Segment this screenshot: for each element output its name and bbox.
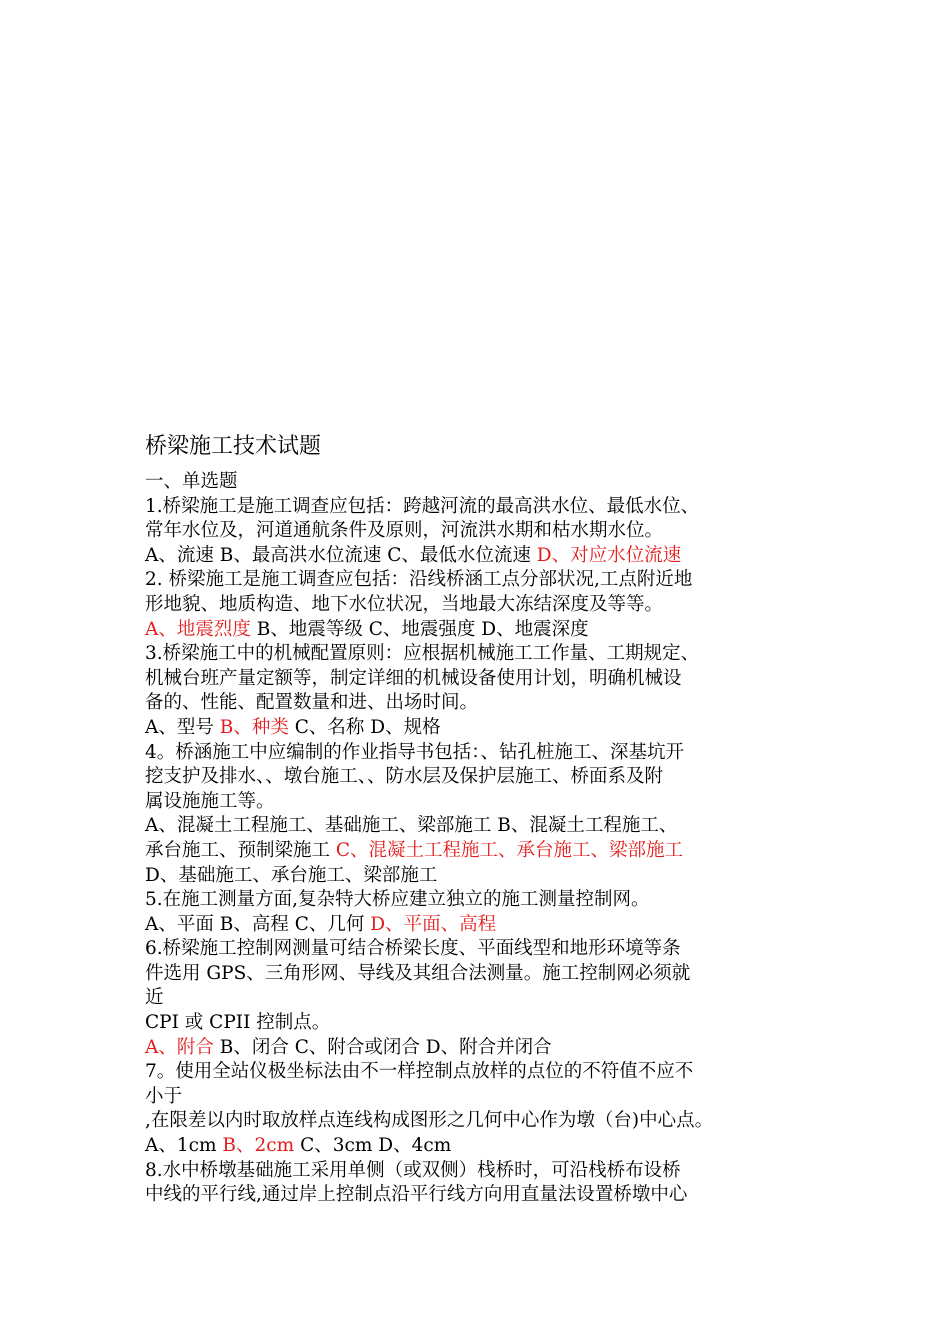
- line-text: 2. 桥梁施工是施工调查应包括：沿线桥涵工点分部状况,工点附近地: [145, 569, 693, 591]
- text-line: [145, 642, 825, 667]
- section-heading: 一、单选题: [145, 471, 238, 492]
- text-line: [145, 864, 825, 889]
- text-line: [145, 986, 825, 1011]
- text-line: [145, 1183, 825, 1208]
- line-text: B、地震等级 C、地震强度 D、地震深度: [250, 618, 589, 640]
- text-line: [145, 716, 825, 741]
- line-text: B、闭合 C、附合或闭合 D、附合并闭合: [213, 1036, 552, 1058]
- text-line: [145, 790, 825, 815]
- line-text: 近: [145, 987, 164, 1009]
- question-list: [145, 495, 825, 1208]
- text-line: [145, 1109, 825, 1134]
- line-text: 承台施工、预制梁施工: [145, 839, 336, 861]
- line-text: 挖支护及排水、、墩台施工、、防水层及保护层施工、桥面系及附: [145, 766, 664, 788]
- text-line: [145, 519, 825, 544]
- line-text: 7。使用全站仪极坐标法由不一样控制点放样的点位的不符值不应不: [145, 1061, 694, 1083]
- document-body: [145, 432, 825, 1208]
- line-text: 3.桥梁施工中的机械配置原则：应根据机械施工工作量、工期规定、: [145, 643, 700, 665]
- text-line: [145, 568, 825, 593]
- line-text: D、基础施工、承台施工、梁部施工: [145, 864, 438, 886]
- text-line: [145, 618, 825, 643]
- line-text: 1.桥梁施工是施工调查应包括：跨越河流的最高洪水位、最低水位、: [145, 495, 700, 517]
- correct-answer: C、混凝土工程施工、承台施工、梁部施工: [335, 839, 684, 861]
- line-text: 常年水位及，河道通航条件及原则，河流洪水期和枯水期水位。: [145, 520, 664, 542]
- line-text: 属设施施工等。: [145, 790, 275, 812]
- line-text: 4。桥涵施工中应编制的作业指导书包括：、钻孔桩施工、深基坑开: [145, 741, 685, 763]
- text-line: [145, 1085, 825, 1110]
- line-text: C、名称 D、规格: [288, 716, 441, 738]
- text-line: [145, 1134, 825, 1159]
- line-text: 小于: [145, 1085, 183, 1107]
- line-text: ,在限差以内时取放样点连线构成图形之几何中心作为墩（台)中心点。: [145, 1110, 714, 1132]
- line-text: 形地貌、地质构造、地下水位状况，当地最大冻结深度及等等。: [145, 593, 664, 615]
- line-text: 备的、性能、配置数量和进、出场时间。: [145, 692, 479, 714]
- line-text: 中线的平行线,通过岸上控制点沿平行线方向用直量法设置桥墩中心: [145, 1184, 688, 1206]
- text-line: [145, 913, 825, 938]
- line-text: 件选用 GPS、三角形网、导线及其组合法测量。施工控制网必须就: [145, 962, 691, 984]
- text-line: [145, 765, 825, 790]
- correct-answer: D、平面、高程: [370, 913, 497, 935]
- text-line: [145, 1036, 825, 1061]
- text-line: [145, 1159, 825, 1184]
- text-line: [145, 544, 825, 569]
- text-line: [145, 839, 825, 864]
- text-line: [145, 1060, 825, 1085]
- line-text: C、3cm D、4cm: [294, 1135, 452, 1157]
- line-text: 8.水中桥墩基础施工采用单侧（或双侧）栈桥时，可沿栈桥布设桥: [145, 1159, 681, 1181]
- line-text: A、平面 B、高程 C、几何: [145, 913, 371, 935]
- text-line: [145, 691, 825, 716]
- text-line: [145, 888, 825, 913]
- correct-answer: D、对应水位流速: [536, 544, 682, 566]
- text-line: [145, 937, 825, 962]
- text-line: [145, 1011, 825, 1036]
- line-text: A、1cm: [145, 1135, 223, 1157]
- text-line: [145, 814, 825, 839]
- text-line: [145, 593, 825, 618]
- text-line: [145, 962, 825, 987]
- line-text: 6.桥梁施工控制网测量可结合桥梁长度、平面线型和地形环境等条: [145, 938, 681, 960]
- line-text: CPI 或 CPII 控制点。: [145, 1012, 331, 1034]
- line-text: 5.在施工测量方面,复杂特大桥应建立独立的施工测量控制网。: [145, 889, 650, 911]
- line-text: A、型号: [145, 716, 220, 738]
- correct-answer: B、种类: [219, 716, 289, 738]
- text-line: [145, 495, 825, 520]
- text-line: [145, 667, 825, 692]
- line-text: A、混凝土工程施工、基础施工、梁部施工 B、混凝土工程施工、: [145, 815, 678, 837]
- correct-answer: A、附合: [145, 1036, 214, 1058]
- correct-answer: B、2cm: [222, 1135, 295, 1157]
- correct-answer: A、地震烈度: [145, 618, 251, 640]
- page-title: 桥梁施工技术试题: [145, 434, 322, 459]
- line-text: A、流速 B、最高洪水位流速 C、最低水位流速: [145, 544, 537, 566]
- line-text: 机械台班产量定额等，制定详细的机械设备使用计划，明确机械设: [145, 667, 682, 689]
- text-line: [145, 741, 825, 766]
